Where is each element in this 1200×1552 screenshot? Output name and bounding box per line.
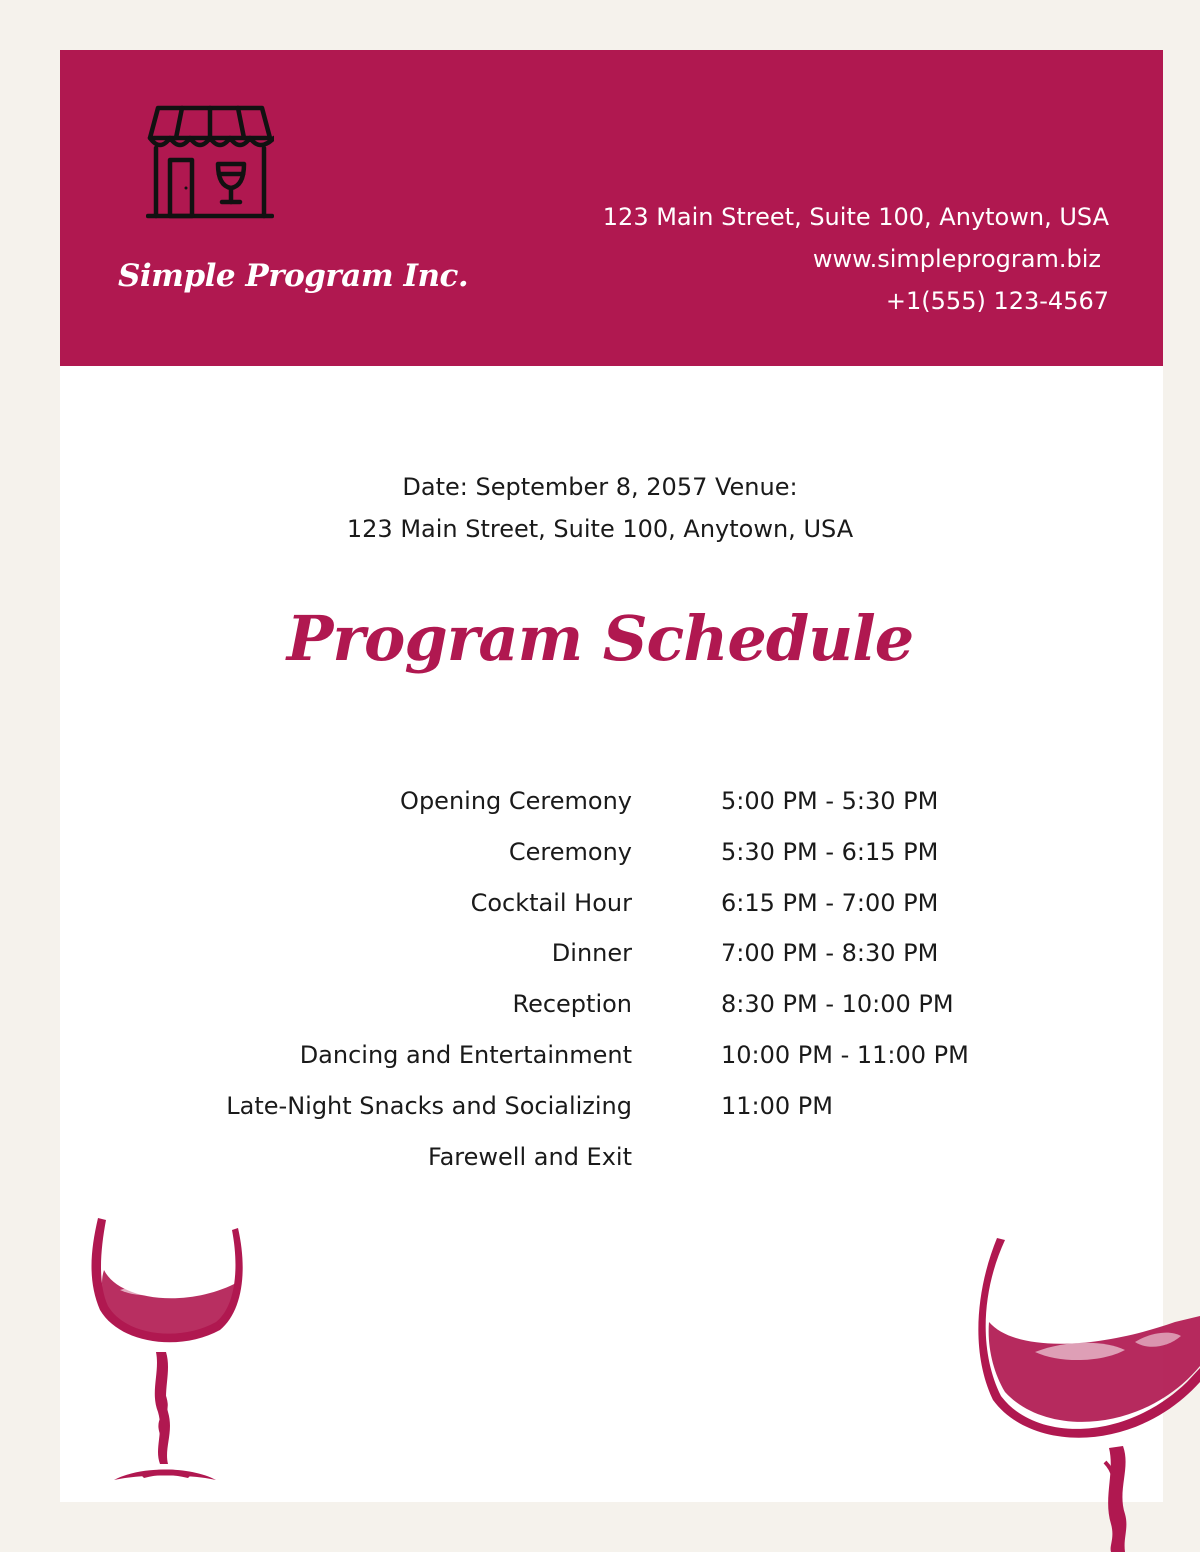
wine-glass-illustration <box>80 1212 250 1488</box>
storefront-wine-glass-icon <box>146 104 274 220</box>
contact-block <box>603 196 1109 322</box>
company-phone: +1(555) 123-4567 <box>885 287 1109 315</box>
page-title: Program Schedule <box>286 602 914 675</box>
company-address: 123 Main Street, Suite 100, Anytown, USA <box>602 203 1109 231</box>
schedule-time: 7:00 PM - 8:30 PM <box>721 939 939 968</box>
schedule-event: Opening Ceremony <box>400 787 632 815</box>
schedule-row <box>0 882 1200 933</box>
schedule-row <box>0 983 1200 1034</box>
schedule-list <box>0 780 1200 1186</box>
schedule-time: 5:30 PM - 6:15 PM <box>721 837 939 866</box>
company-website: www.simpleprogram.biz <box>812 245 1101 273</box>
schedule-event: Cocktail Hour <box>470 888 632 917</box>
schedule-time: 11:00 PM <box>721 1091 833 1120</box>
schedule-event: Ceremony <box>508 837 632 866</box>
company-name: Simple Program Inc. <box>118 258 469 294</box>
schedule-row <box>0 932 1200 983</box>
schedule-event: Dinner <box>551 939 632 968</box>
schedule-event: Farewell and Exit <box>428 1142 632 1171</box>
schedule-row <box>0 780 1200 831</box>
schedule-event: Dancing and Entertainment <box>299 1040 632 1069</box>
schedule-time: 5:00 PM - 5:30 PM <box>721 787 939 815</box>
schedule-row <box>0 1136 1200 1187</box>
schedule-event: Reception <box>512 990 632 1019</box>
schedule-row <box>0 1085 1200 1136</box>
wine-glass-illustration <box>975 1232 1200 1552</box>
event-date-venue: Date: September 8, 2057 Venue: <box>402 473 798 501</box>
schedule-time: 6:15 PM - 7:00 PM <box>721 888 939 917</box>
schedule-time: 10:00 PM - 11:00 PM <box>721 1040 969 1069</box>
event-details <box>0 466 1200 550</box>
schedule-row <box>0 1034 1200 1085</box>
schedule-event: Late-Night Snacks and Socializing <box>226 1091 632 1120</box>
event-address: 123 Main Street, Suite 100, Anytown, USA <box>346 515 854 543</box>
schedule-row <box>0 831 1200 882</box>
schedule-time: 8:30 PM - 10:00 PM <box>721 990 954 1019</box>
